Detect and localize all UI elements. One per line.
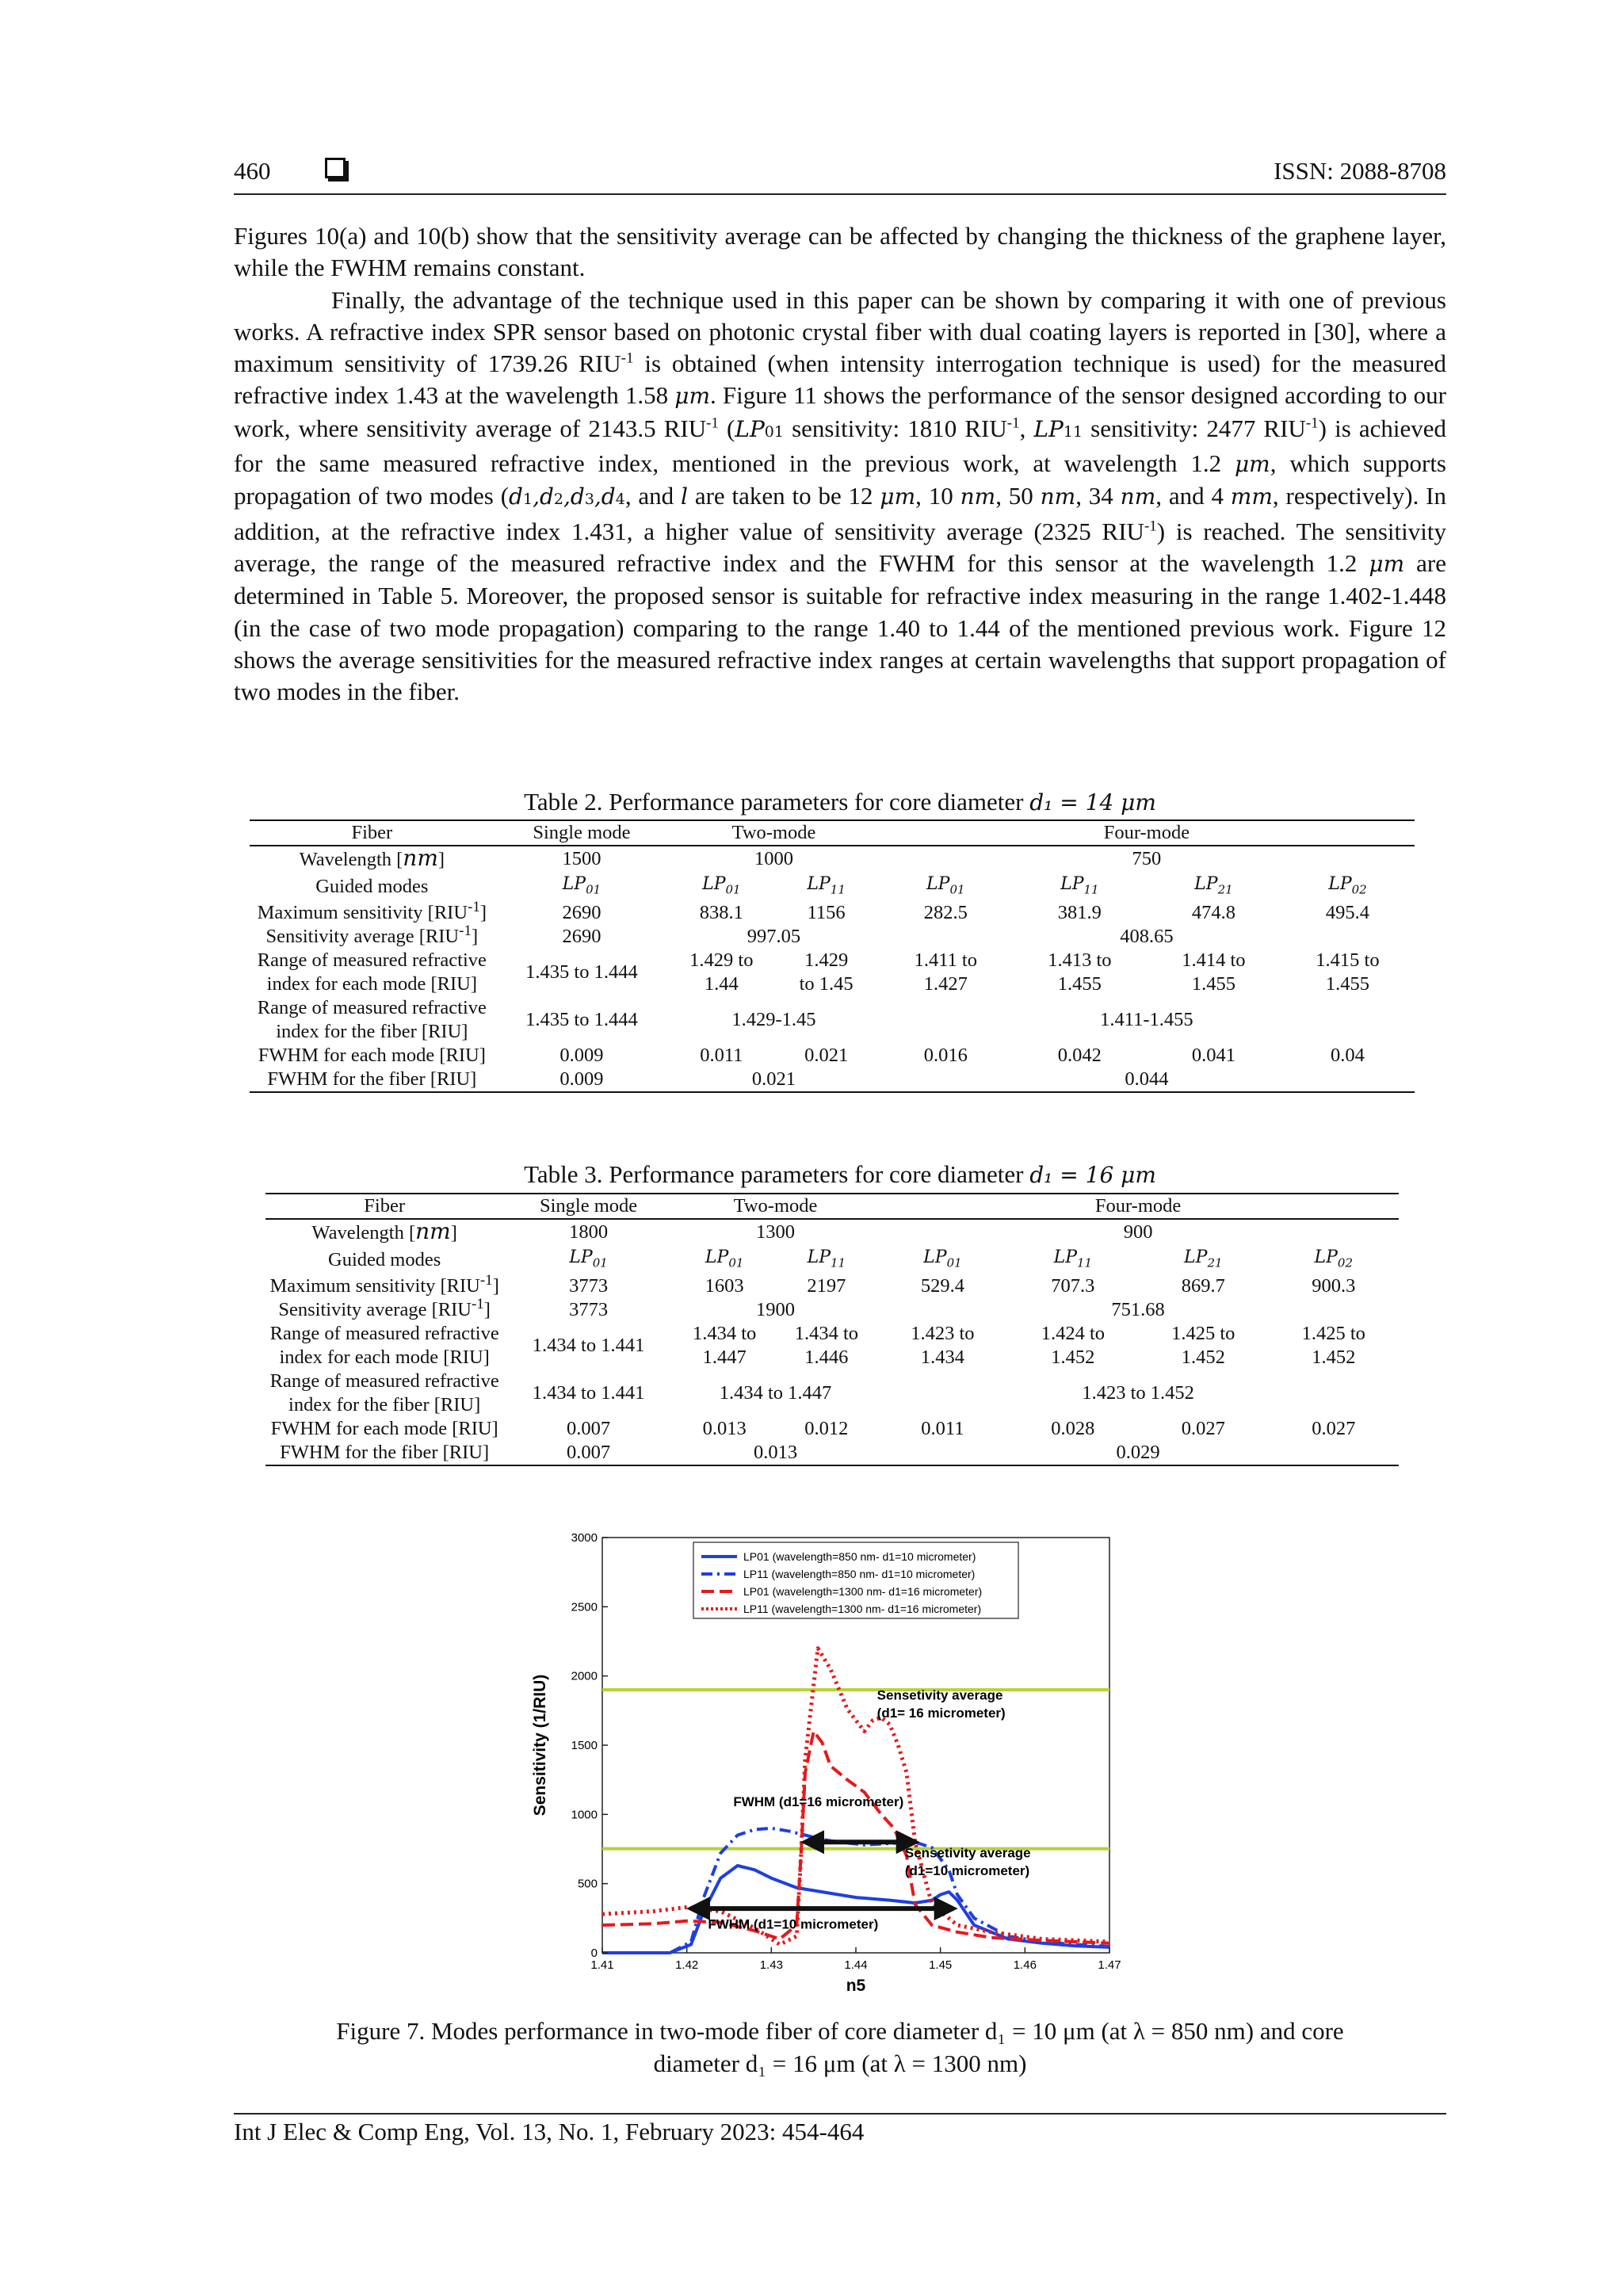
table2-cell: 1.411-1.455 [1100,1009,1193,1031]
table2-header-fiber: Fiber [250,820,495,846]
table3-cell: $LP_{11}$ [807,1247,846,1270]
table2-cell: 838.1 [699,902,743,924]
table3-caption: Table 3. Performance parameters for core diameter d₁ = 16 μm [524,1160,1156,1188]
table3-cell: 0.013 [674,1441,877,1465]
figure7-chart [523,1523,1125,1999]
table2-cell: 1500 [562,848,601,869]
table2-cell: $LP_{01}$ [926,874,965,897]
table3-cell: 1.434 to 1.447 [719,1382,832,1404]
table2-label-guided: Guided modes [315,875,429,897]
table3-cell: 1.434 to 1.447 [693,1323,757,1369]
table3-cell: 1900 [756,1299,795,1321]
legend-label: LP11 (wavelength=850 nm- d1=10 micrometer) [743,1568,976,1580]
table3-cell: 1800 [569,1221,609,1243]
table3-row-fwhm-mode [265,1417,1399,1441]
table2-cell: 1.411 to 1.427 [914,949,977,995]
table2-cell: 0.04 [1331,1045,1365,1067]
table2-cell: 1.429 to 1.45 [799,949,854,995]
table3-cell: 1.423 to 1.434 [911,1323,975,1369]
table2-cell: $LP_{11}$ [1060,874,1099,897]
table3-cell: 1603 [705,1275,744,1297]
table2-cell: 1000 [754,848,793,869]
table3-cell: 3773 [569,1299,609,1321]
table2-cell: 0.009 [495,1068,670,1092]
table3-cell: 900.3 [1312,1275,1356,1297]
table2-cell: 1.429-1.45 [731,1009,816,1031]
table2-cell: 282.5 [923,902,968,924]
fwhm-label: FWHM (d1=10 micrometer) [708,1916,879,1932]
table2-cell: 1156 [807,902,846,924]
table2 [250,819,1415,1093]
y-tick-label: 500 [577,1877,598,1891]
table3-row-wavelength [265,1219,1399,1245]
table2-row-fwhm-mode [250,1044,1415,1068]
table2-row-range-mode [250,949,1415,996]
series-line [602,1732,1109,1943]
table3-row-avg [265,1298,1399,1322]
table3 [265,1193,1399,1466]
table3-cell: 707.3 [1051,1275,1095,1297]
table3-cell: 1.434 to 1.441 [532,1382,645,1404]
table3-header-row [265,1194,1399,1219]
table3-label-range-mode: Range of measured refractive index for each mode [RIU] [269,1323,499,1369]
table3-label-fwhm-mode: FWHM for each mode [RIU] [270,1418,498,1440]
table3-row-fwhm-fiber [265,1441,1399,1465]
table3-cell: $LP_{02}$ [1314,1247,1353,1270]
table3-cell: 1.434 to 1.441 [532,1335,645,1357]
table2-label-range-mode: Range of measured refractive index for each mode [RIU] [257,949,487,995]
table2-cell: 0.041 [1191,1045,1235,1067]
table2-cell: $LP_{21}$ [1194,874,1233,897]
table3-cell: 1.424 to 1.452 [1041,1323,1105,1369]
table2-cell: 1.435 to 1.444 [525,961,638,984]
table2-cell: 1.415 to 1.455 [1316,949,1380,995]
table3-cell: $LP_{21}$ [1184,1247,1223,1270]
table3-cell: 0.007 [503,1441,674,1465]
table3-cell: 3773 [569,1275,609,1297]
y-tick-label: 1500 [571,1739,598,1752]
table2-header-two: Two-mode [669,820,879,846]
y-axis-label: Sensitivity (1/RIU) [531,1674,549,1817]
table3-header-two: Two-mode [674,1194,877,1219]
table3-label-max: Maximum sensitivity $[RIU^{-1}]$ [269,1272,499,1297]
table2-cell: 0.009 [559,1045,604,1067]
table2-cell: 1.413 to 1.455 [1048,949,1112,995]
table2-cell: 408.65 [1120,926,1174,948]
table3-cell: 529.4 [920,1275,964,1297]
table3-label-avg: Sensitivity average $[RIU^{-1}]$ [278,1296,491,1321]
legend-label: LP01 (wavelength=1300 nm- d1=16 micrometer) [743,1585,983,1598]
table3-cell: 1.425 to 1.452 [1301,1323,1365,1369]
table2-cell: 0.044 [879,1068,1415,1092]
table3-label-fwhm-fiber: FWHM for the fiber [RIU] [265,1441,503,1465]
table3-cell: $LP_{01}$ [923,1247,962,1270]
table2-header-row [250,820,1415,846]
table2-cell: 2690 [562,902,601,924]
table2-label-fwhm-fiber: FWHM for the fiber [RIU] [250,1068,495,1092]
table2-header-four: Four-mode [879,820,1415,846]
legend-label: LP01 (wavelength=850 nm- d1=10 micrometer) [743,1550,976,1563]
avg-label: Sensetivity average [904,1845,1031,1861]
figure7-caption-line2: diameter d₁ = 16 μm (at λ = 1300 nm) [653,2050,1027,2077]
table2-cell: 997.05 [747,926,801,948]
x-tick-label: 1.44 [844,1958,868,1972]
table2-row-avg [250,925,1415,949]
table2-cell: $LP_{11}$ [807,874,846,897]
table2-label-avg: Sensitivity average $[RIU^{-1}]$ [265,923,479,948]
series-line [602,1828,1109,1953]
table3-row-range-mode [265,1322,1399,1370]
table3-row-max [265,1274,1399,1298]
x-tick-label: 1.47 [1098,1958,1121,1972]
table2-cell: 381.9 [1057,902,1102,924]
table3-cell: 0.012 [804,1418,849,1440]
table2-row-wavelength [250,846,1415,872]
table2-caption: Table 2. Performance parameters for core diameter d₁ = 14 μm [524,788,1156,816]
table3-row-guided [265,1245,1399,1274]
table2-cell: 2690 [562,926,601,948]
table3-cell: 0.027 [1181,1418,1225,1440]
avg-label: (d1=10 micrometer) [904,1863,1030,1879]
table3-cell: 0.029 [877,1441,1399,1465]
table2-label-max: Maximum sensitivity $[RIU^{-1}]$ [257,899,487,924]
avg-label: Sensetivity average [876,1687,1003,1703]
x-tick-label: 1.41 [590,1958,614,1972]
table3-cell: 0.028 [1051,1418,1095,1440]
table3-row-range-fiber [265,1370,1399,1417]
table3-header-four: Four-mode [877,1194,1399,1219]
table3-header-single: Single mode [503,1194,674,1219]
y-tick-label: 2000 [571,1669,598,1683]
x-tick-label: 1.45 [929,1958,953,1972]
y-tick-label: 0 [590,1946,598,1960]
avg-label: (d1= 16 micrometer) [876,1706,1006,1721]
table2-label-range-fiber: Range of measured refractive index for the fiber [RIU] [257,997,487,1043]
table3-cell: 0.027 [1312,1418,1356,1440]
body-text [234,220,1446,708]
table2-label-wavelength: Wavelength [nm] [299,845,445,871]
table3-cell: 1300 [756,1221,795,1243]
table3-cell: 751.68 [1111,1299,1165,1321]
table3-cell: 2197 [807,1275,846,1297]
y-tick-label: 2500 [571,1600,598,1614]
x-tick-label: 1.42 [675,1958,699,1972]
table3-cell: 0.013 [702,1418,747,1440]
table3-cell: 0.007 [567,1418,611,1440]
table2-cell: 0.042 [1057,1045,1102,1067]
figure7-caption [234,2015,1446,2080]
table2-cell: 0.011 [700,1045,743,1067]
table3-cell: $LP_{01}$ [569,1247,608,1270]
table2-row-range-fiber [250,996,1415,1044]
table2-cell: 0.021 [804,1045,849,1067]
legend-label: LP11 (wavelength=1300 nm- d1=16 micrometer) [743,1603,982,1615]
footer-citation: Int J Elec & Comp Eng, Vol. 13, No. 1, February 2023: 454-464 [234,2118,865,2145]
table2-header-single: Single mode [495,820,670,846]
table2-row-fwhm-fiber [250,1068,1415,1092]
paragraph-1: Figures 10(a) and 10(b) show that the sensitivity average can be affected by changing the thickness of the graphene layer, while the FWHM remains constant. [234,222,1446,282]
table3-header-fiber: Fiber [265,1194,503,1219]
table2-cell: 1.435 to 1.444 [525,1009,638,1031]
x-tick-label: 1.46 [1013,1958,1037,1972]
table3-label-wavelength: Wavelength [nm] [311,1218,457,1244]
y-tick-label: 1000 [571,1808,598,1822]
page-number: 460 [234,157,271,185]
table2-cell: 495.4 [1325,902,1370,924]
table2-cell: 1.429 to 1.44 [689,949,754,995]
table3-cell: 1.423 to 1.452 [1082,1382,1194,1404]
table2-cell: 0.021 [669,1068,879,1092]
table3-cell: 0.011 [921,1418,964,1440]
table2-cell: $LP_{01}$ [702,874,741,897]
table3-cell: 900 [1123,1221,1153,1243]
table3-cell: 1.434 to 1.446 [794,1323,858,1369]
paragraph-2: Finally, the advantage of the technique used in this paper can be shown by comparing it with one of previous works. A refractive index SPR sensor based on photonic crystal fiber with dual coating layers is reported in [30], where a maximum sensitivity of 1739.26 $RIU^{-1}$ is obtained (when intensity interrogation technique is used) for the measured refractive index 1.43 at the wavelength 1.58 μm. Figure 11 shows the performance of the sensor designed according to our work, where sensitivity average of 2143.5 $RIU^{-1}$ (LP01 sensitivity: 1810 $RIU^{-1}$, LP11 sensitivity: 2477 $RIU^{-1}$) is achieved for the same measured refractive index, mentioned in the previous work, at wavelength 1.2 μm, which supports propagation of two modes (d1,d2,d3,d4, and l are taken to be 12 μm, 10 nm, 50 nm, 34 nm, and 4 mm, respectively). In addition, at the refractive index 1.431, a higher value of sensitivity average (2325 $RIU^{-1}$) is reached. The sensitivity average, the range of the measured refractive index and the FWHM for this sensor at the wavelength 1.2 μm are determined in Table 5. Moreover, the proposed sensor is suitable for refractive index measuring in the range 1.402-1.448 (in the case of two mode propagation) comparing to the range 1.40 to 1.44 of the mentioned previous work. Figure 12 shows the average sensitivities for the measured refractive index ranges at certain wavelengths that support propagation of two modes in the fiber. [234,285,1447,706]
table3-cell: 1.425 to 1.452 [1171,1323,1235,1369]
y-tick-label: 3000 [571,1531,598,1545]
journal-issn: ISSN: 2088-8708 [1274,157,1446,185]
fwhm-label: FWHM (d1=16 micrometer) [733,1794,904,1809]
table2-cell: 0.016 [923,1045,968,1067]
table2-cell: 750 [1132,848,1162,869]
table2-row-guided [250,872,1415,901]
table2-label-fwhm-mode: FWHM for each mode [RIU] [258,1045,486,1067]
x-tick-label: 1.43 [759,1958,783,1972]
x-axis-label: n5 [846,1977,866,1995]
table3-label-range-fiber: Range of measured refractive index for the fiber [RIU] [269,1370,499,1416]
square-bullet-icon [325,158,346,178]
table2-cell: $LP_{02}$ [1328,874,1367,897]
table3-cell: $LP_{11}$ [1053,1247,1093,1270]
table2-cell: 474.8 [1191,902,1235,924]
table2-row-max [250,901,1415,925]
footer-rule [234,2113,1446,2115]
table3-cell: 869.7 [1181,1275,1225,1297]
header-rule [234,193,1446,195]
table2-cell: $LP_{01}$ [562,874,601,897]
table3-label-guided: Guided modes [328,1248,441,1270]
table3-cell: $LP_{01}$ [705,1247,744,1270]
table2-cell: 1.414 to 1.455 [1182,949,1246,995]
figure7-caption-line1: Figure 7. Modes performance in two-mode fiber of core diameter d₁ = 10 μm (at λ = 850 nm) and core [336,2017,1344,2045]
